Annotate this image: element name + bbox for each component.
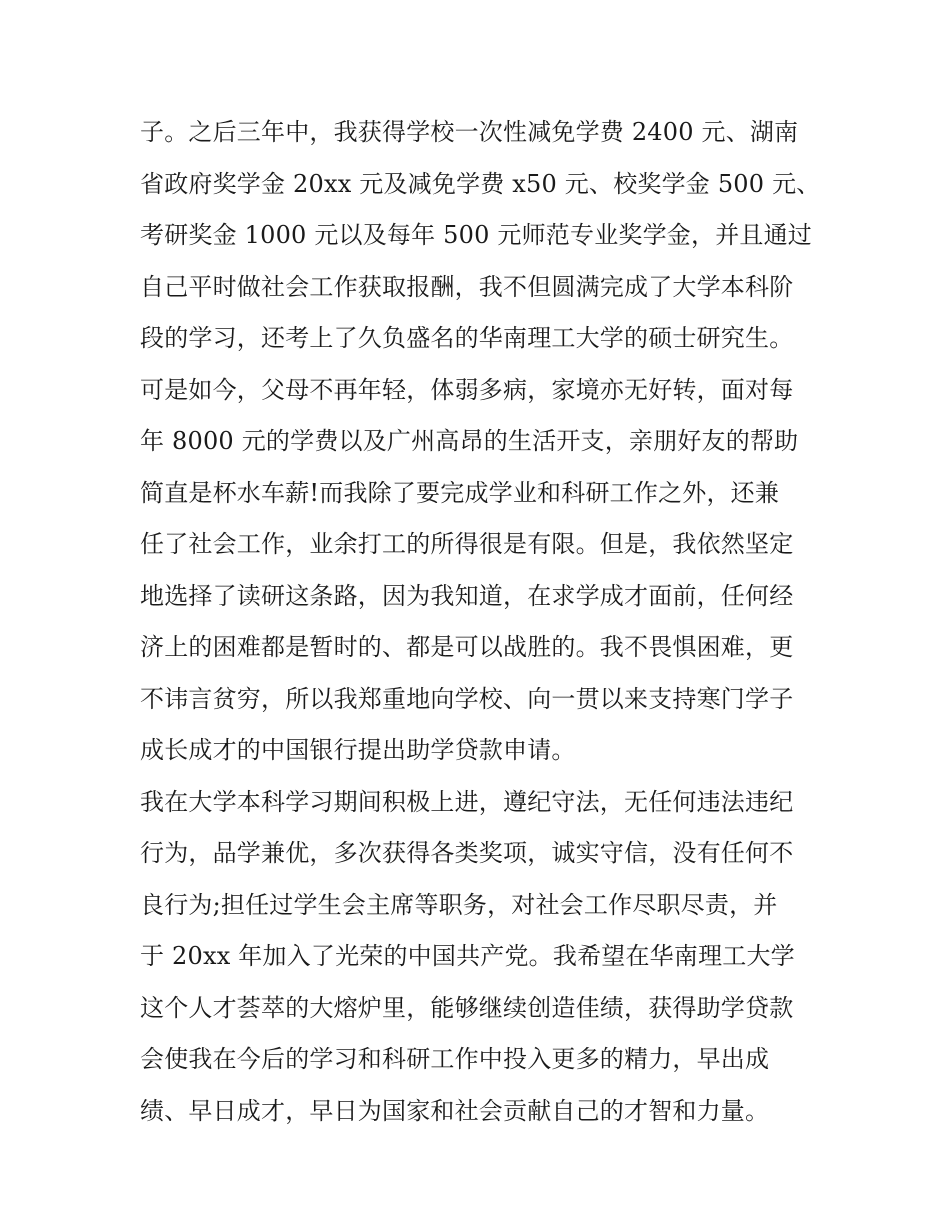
text-line-15: 行为，品学兼优，多次获得各类奖项，诚实守信，没有任何不 bbox=[140, 839, 794, 867]
body-text bbox=[140, 107, 820, 1137]
text-line-6: 可是如今，父母不再年轻，体弱多病，家境亦无好转，面对每 bbox=[140, 375, 794, 404]
text-line-1: 子。之后三年中，我获得学校一次性减免学费 2400 元、湖南 bbox=[140, 118, 799, 146]
text-line-12: 不讳言贫穷，所以我郑重地向学校、向一贯以来支持寒门学子 bbox=[140, 684, 794, 713]
text-line-19: 会使我在今后的学习和科研工作中投入更多的精力，早出成 bbox=[140, 1045, 770, 1073]
text-line-13: 成长成才的中国银行提出助学贷款申请。 bbox=[140, 736, 576, 764]
text-line-9: 任了社会工作，业余打工的所得很是有限。但是，我依然坚定 bbox=[140, 530, 794, 558]
text-line-2: 省政府奖学金 20xx 元及减免学费 x50 元、校奖学金 500 元、 bbox=[140, 169, 821, 198]
text-line-16: 良行为;担任过学生会主席等职务，对社会工作尽职尽责，并 bbox=[140, 890, 778, 919]
text-line-17: 于 20xx 年加入了光荣的中国共产党。我希望在华南理工大学 bbox=[140, 942, 795, 970]
text-line-14: 我在大学本科学习期间积极上进，遵纪守法，无任何违法违纪 bbox=[140, 787, 794, 816]
text-line-20: 绩、早日成才，早日为国家和社会贡献自己的才智和力量。 bbox=[140, 1096, 770, 1125]
text-line-8: 简直是杯水车薪!而我除了要完成学业和科研工作之外，还兼 bbox=[140, 478, 780, 507]
text-line-3: 考研奖金 1000 元以及每年 500 元师范专业奖学金，并且通过 bbox=[140, 221, 813, 249]
text-line-10: 地选择了读研这条路，因为我知道，在求学成才面前，任何经 bbox=[140, 581, 794, 610]
text-line-18: 这个人才荟萃的大熔炉里，能够继续创造佳绩，获得助学贷款 bbox=[140, 993, 794, 1022]
text-line-11: 济上的困难都是暂时的、都是可以战胜的。我不畏惧困难，更 bbox=[140, 633, 794, 661]
text-line-5: 段的学习，还考上了久负盛名的华南理工大学的硕士研究生。 bbox=[140, 324, 794, 352]
text-line-4: 自己平时做社会工作获取报酬，我不但圆满完成了大学本科阶 bbox=[140, 272, 794, 301]
text-line-7: 年 8000 元的学费以及广州高昂的生活开支，亲朋好友的帮助 bbox=[140, 427, 799, 455]
